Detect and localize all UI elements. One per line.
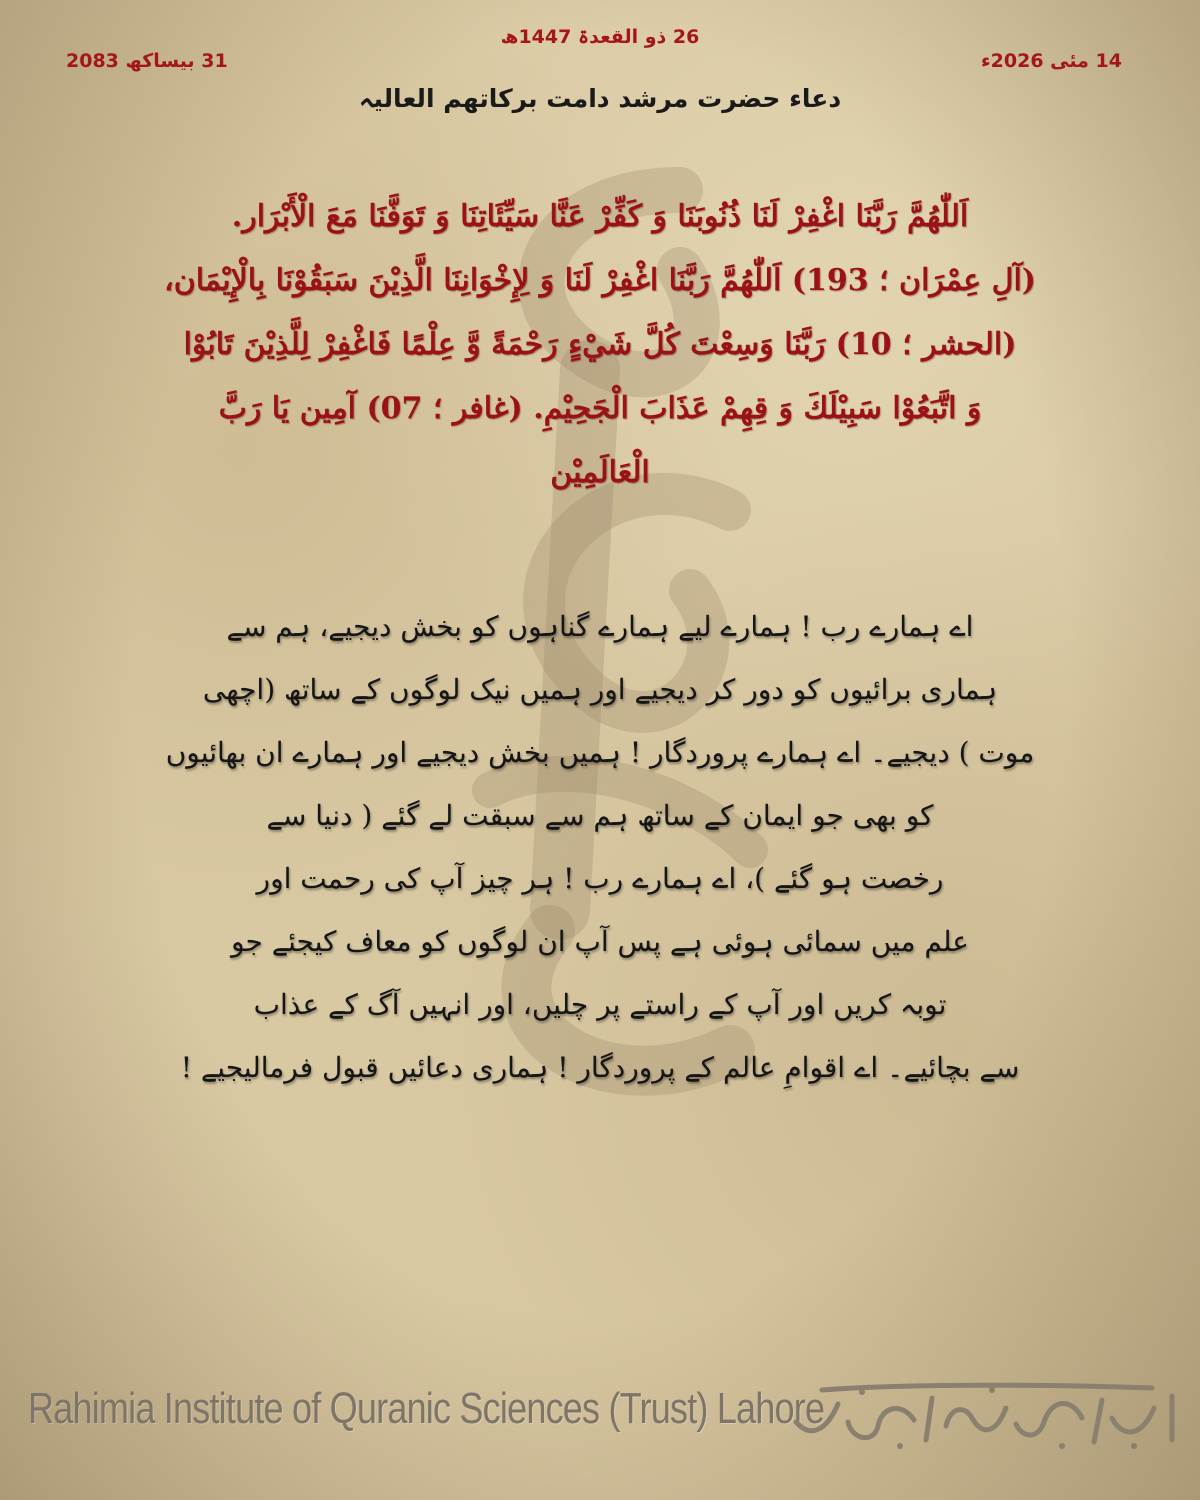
- urdu-line: سے بچائیے۔ اے اقوامِ عالم کے پروردگار ! ہماری دعائیں قبول فرمالیجیے !: [180, 1051, 1020, 1084]
- gregorian-date: 14 مئی 2026ء: [980, 50, 1122, 72]
- urdu-line: ہماری برائیوں کو دور کر دیجیے اور ہمیں نیک لوگوں کے ساتھ (اچھی: [202, 673, 998, 706]
- urdu-line: کو بھی جو ایمان کے ساتھ ہم سے سبقت لے گئے ( دنیا سے: [266, 799, 934, 832]
- footer: [0, 1378, 1200, 1458]
- page-title: دعاء حضرت مرشد دامت برکاتھم العالیہ: [358, 84, 842, 113]
- arabic-line: (الحشر ؛ 10) رَبَّنَا وَسِعْتَ كُلَّ شَيْءٍ رَحْمَةً وَّ عِلْمًا فَاغْفِرْ لِلَّذِيْنَ تَابُوْا: [183, 327, 1017, 362]
- urdu-translation-text: [150, 595, 1050, 1099]
- urdu-line: اے ہمارے رب ! ہمارے لیے ہمارے گناہوں کو بخش دیجیے، ہم سے: [226, 610, 974, 643]
- arabic-dua-text: [120, 185, 1080, 505]
- arabic-line: اَللّٰهُمَّ رَبَّنَا اغْفِرْ لَنَا ذُنُوبَنَا وَ كَفِّرْ عَنَّا سَيِّئَاتِنَا وَ تَوَفَّنَا مَعَ الْأَبْرَار.: [231, 199, 969, 234]
- urdu-line: موت ) دیجیے۔ اے ہمارے پروردگار ! ہمیں بخش دیجیے اور ہمارے ان بھائیوں: [165, 736, 1035, 769]
- arabic-line: (آلِ عِمْرَان ؛ 193) اَللّٰهُمَّ رَبَّنَا اغْفِرْ لَنَا وَ لِإِخْوَانِنَا الَّذِيْنَ سَبَقُوْنَا بِالْإِيْمَان،: [164, 263, 1036, 298]
- urdu-line: رخصت ہو گئے )، اے ہمارے رب ! ہر چیز آپ کی رحمت اور: [256, 862, 944, 895]
- institute-logo-icon: [782, 1378, 1182, 1458]
- hijri-date: 26 ذو القعدۃ 1447ھ: [500, 26, 700, 48]
- urdu-line: علم میں سمائی ہوئی ہے پس آپ ان لوگوں کو معاف کیجئے جو: [231, 925, 969, 958]
- institute-name-english: Rahimia Institute of Quranic Sciences (Trust) Lahore: [28, 1384, 825, 1433]
- urdu-line: توبہ کریں اور آپ کے راستے پر چلیں، اور انہیں آگ کے عذاب: [253, 988, 947, 1021]
- bikrami-date: 31 بیساکھ 2083: [66, 50, 228, 72]
- arabic-line: الْعَالَمِيْن: [550, 455, 650, 490]
- arabic-line: وَ اتَّبَعُوْا سَبِيْلَكَ وَ قِهِمْ عَذَابَ الْجَحِيْمِ. (غافر ؛ 07) آمِين يَا رَبَّ: [218, 391, 982, 426]
